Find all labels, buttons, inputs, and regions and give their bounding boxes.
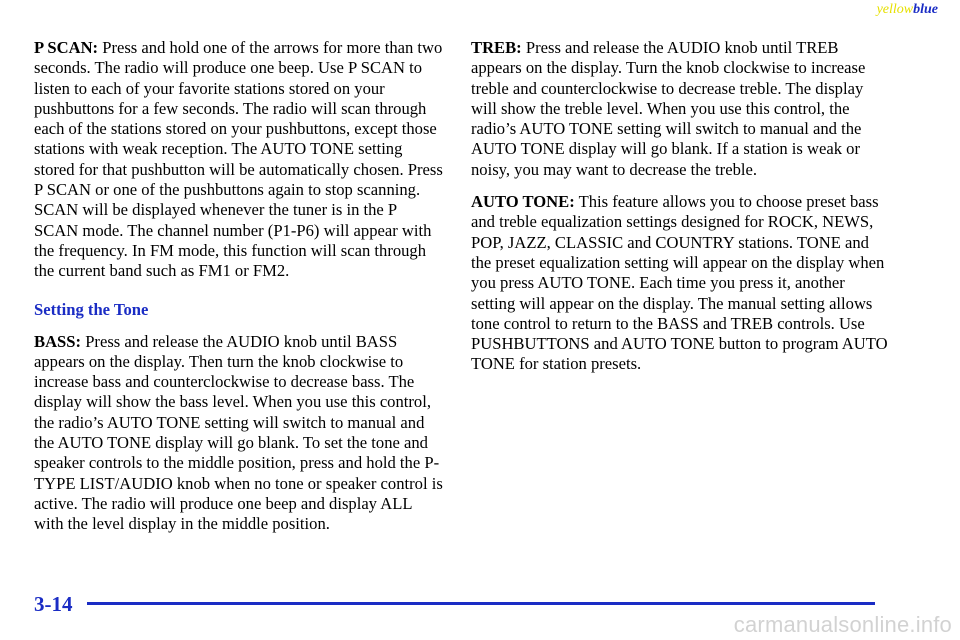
auto-tone-term: AUTO TONE:: [471, 192, 575, 212]
brand-yellow: yellow: [876, 2, 914, 17]
p-scan-paragraph: [34, 38, 444, 282]
bass-term: BASS:: [34, 331, 82, 351]
auto-tone-text: This feature allows you to choose preset bass and treble equalization settings designed for ROCK, NEWS, POP, JAZZ, CLASSIC and COUNTRY stations. TONE and the preset equalization setting will appear on the display when you press AUTO TONE. Each time you press it, another setting will appear on the display. The manual setting allows tone control to return to the BASS and TREB controls. Use PUSHBUTTONS and AUTO TONE button to program AUTO TONE for station presets.: [471, 192, 888, 374]
right-column: [471, 38, 891, 387]
section-heading-setting-tone: Setting the Tone: [34, 299, 149, 319]
treb-text: Press and release the AUDIO knob until TREB appears on the display. Turn the knob clockwise to increase treble and counterclockwise to decrease treble. The display will show the treble level. When you use this control, the radio’s AUTO TONE setting will switch to manual and the AUTO TONE display will go blank. If a station is weak or noisy, you may want to decrease the treble.: [471, 38, 866, 179]
treb-term: TREB:: [471, 38, 522, 57]
bass-paragraph: [34, 332, 444, 535]
p-scan-text: Press and hold one of the arrows for more than two seconds. The radio will produce one beep. Use P SCAN to listen to each of your favorite stations stored on your pushbuttons for a few seconds. The radio will scan through each of the stations stored on your pushbuttons, except those stations with weak reception. The AUTO TONE setting stored for that pushbutton will be automatically chosen. Press P SCAN or one of the pushbuttons again to stop scanning. SCAN will be displayed whenever the tuner is in the P SCAN mode. The channel number (P1-P6) will appear with the frequency. In FM mode, this function will scan through the current band such as FM1 or FM2.: [34, 38, 443, 281]
page-number: 3-14: [34, 592, 73, 616]
footer-divider: [87, 602, 875, 605]
p-scan-term: P SCAN:: [34, 38, 99, 57]
left-column: [34, 38, 444, 547]
bass-text: Press and release the AUDIO knob until BASS appears on the display. Then turn the knob clockwise to increase bass and counterclockwise to decrease bass. The display will show the bass level. When you use this control, the radio’s AUTO TONE setting will switch to manual and the AUTO TONE display will go blank. To set the tone and speaker controls to the middle position, press and hold the P-TYPE LIST/AUDIO knob when no tone or speaker control is active. The radio will produce one beep and display ALL with the level display in the middle position.: [34, 331, 443, 534]
watermark-text: carmanualsonline.info: [733, 612, 952, 637]
brand-tag: [877, 2, 938, 18]
treb-paragraph: [471, 38, 891, 180]
auto-tone-paragraph: [471, 192, 891, 375]
brand-blue: blue: [913, 2, 938, 17]
